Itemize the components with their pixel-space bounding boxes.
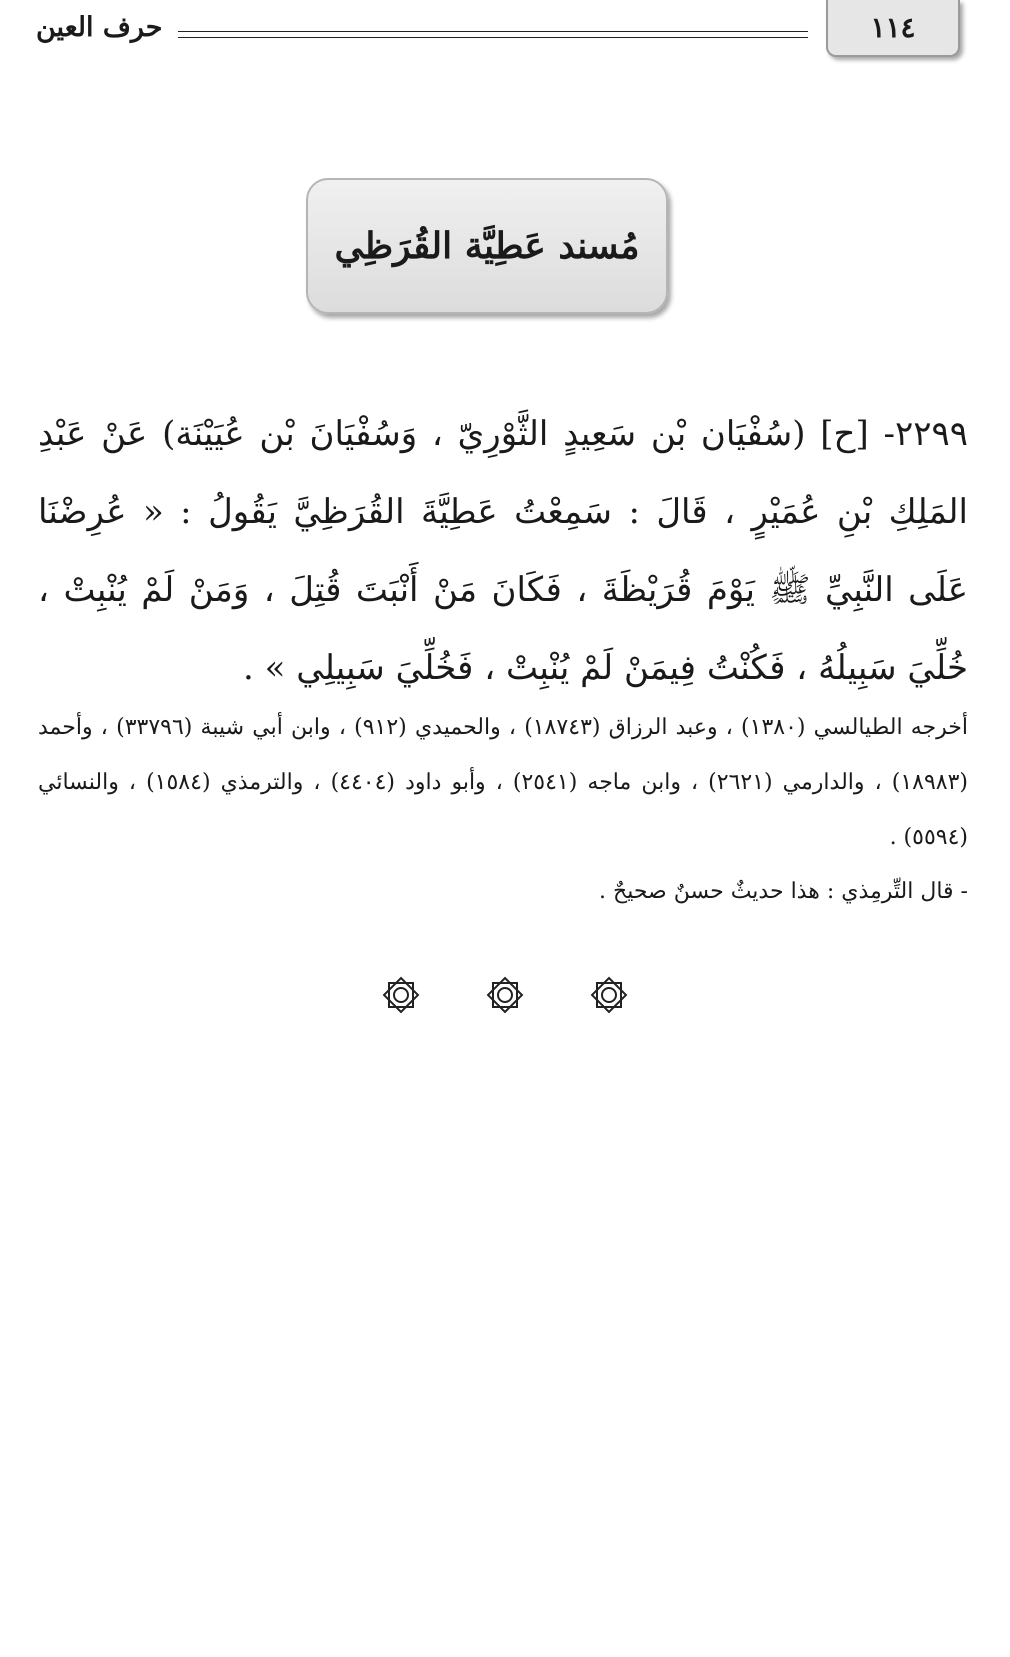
page-header [0, 0, 1010, 70]
eight-point-star-ornament-icon [588, 974, 630, 1016]
takhrij-note: أخرجه الطيالسي (١٣٨٠) ، وعبد الرزاق (١٨٧٤٣) ، والحميدي (٩١٢) ، وابن أبي شيبة (٣٣٧٩٦) ، وأحمد (١٨٩٨٣) ، والدارمي (٢٦٢١) ، وابن ماجه (٢٥٤١) ، وأبو داود (٤٤٠٤) ، والترمذي (١٥٨٤) ، والنسائي (٥٥٩٤) . [38, 715, 968, 850]
page-number: ١١٤ [826, 0, 960, 57]
eight-point-star-ornament-icon [380, 974, 422, 1016]
ornament-separator [380, 970, 630, 1020]
chapter-title: مُسند عَطِيَّة القُرَظِي [334, 225, 640, 267]
chapter-title-box [306, 178, 668, 314]
eight-point-star-ornament-icon [484, 974, 526, 1016]
running-section-title: حرف العين [36, 12, 163, 43]
header-double-rule [178, 31, 808, 38]
grading-note: - قال التِّرمِذي : هذا حديثٌ حسنٌ صحيحٌ . [599, 879, 968, 904]
hadith-text: ٢٢٩٩- [ح] (سُفْيَان بْن سَعِيدٍ الثَّوْرِيّ ، وَسُفْيَانَ بْن عُيَيْنَة) عَنْ عَبْدِ المَلِكِ بْنِ عُمَيْرٍ ، قَالَ : سَمِعْتُ عَطِيَّةَ القُرَظِيَّ يَقُولُ : « عُرِضْنَا عَلَى النَّبِيِّ ﷺ يَوْمَ قُرَيْظَةَ ، فَكَانَ مَنْ أَنْبَتَ قُتِلَ ، وَمَنْ لَمْ يُنْبِتْ ، خُلِّيَ سَبِيلُهُ ، فَكُنْتُ فِيمَنْ لَمْ يُنْبِتْ ، فَخُلِّيَ سَبِيلِي » . [38, 414, 968, 688]
